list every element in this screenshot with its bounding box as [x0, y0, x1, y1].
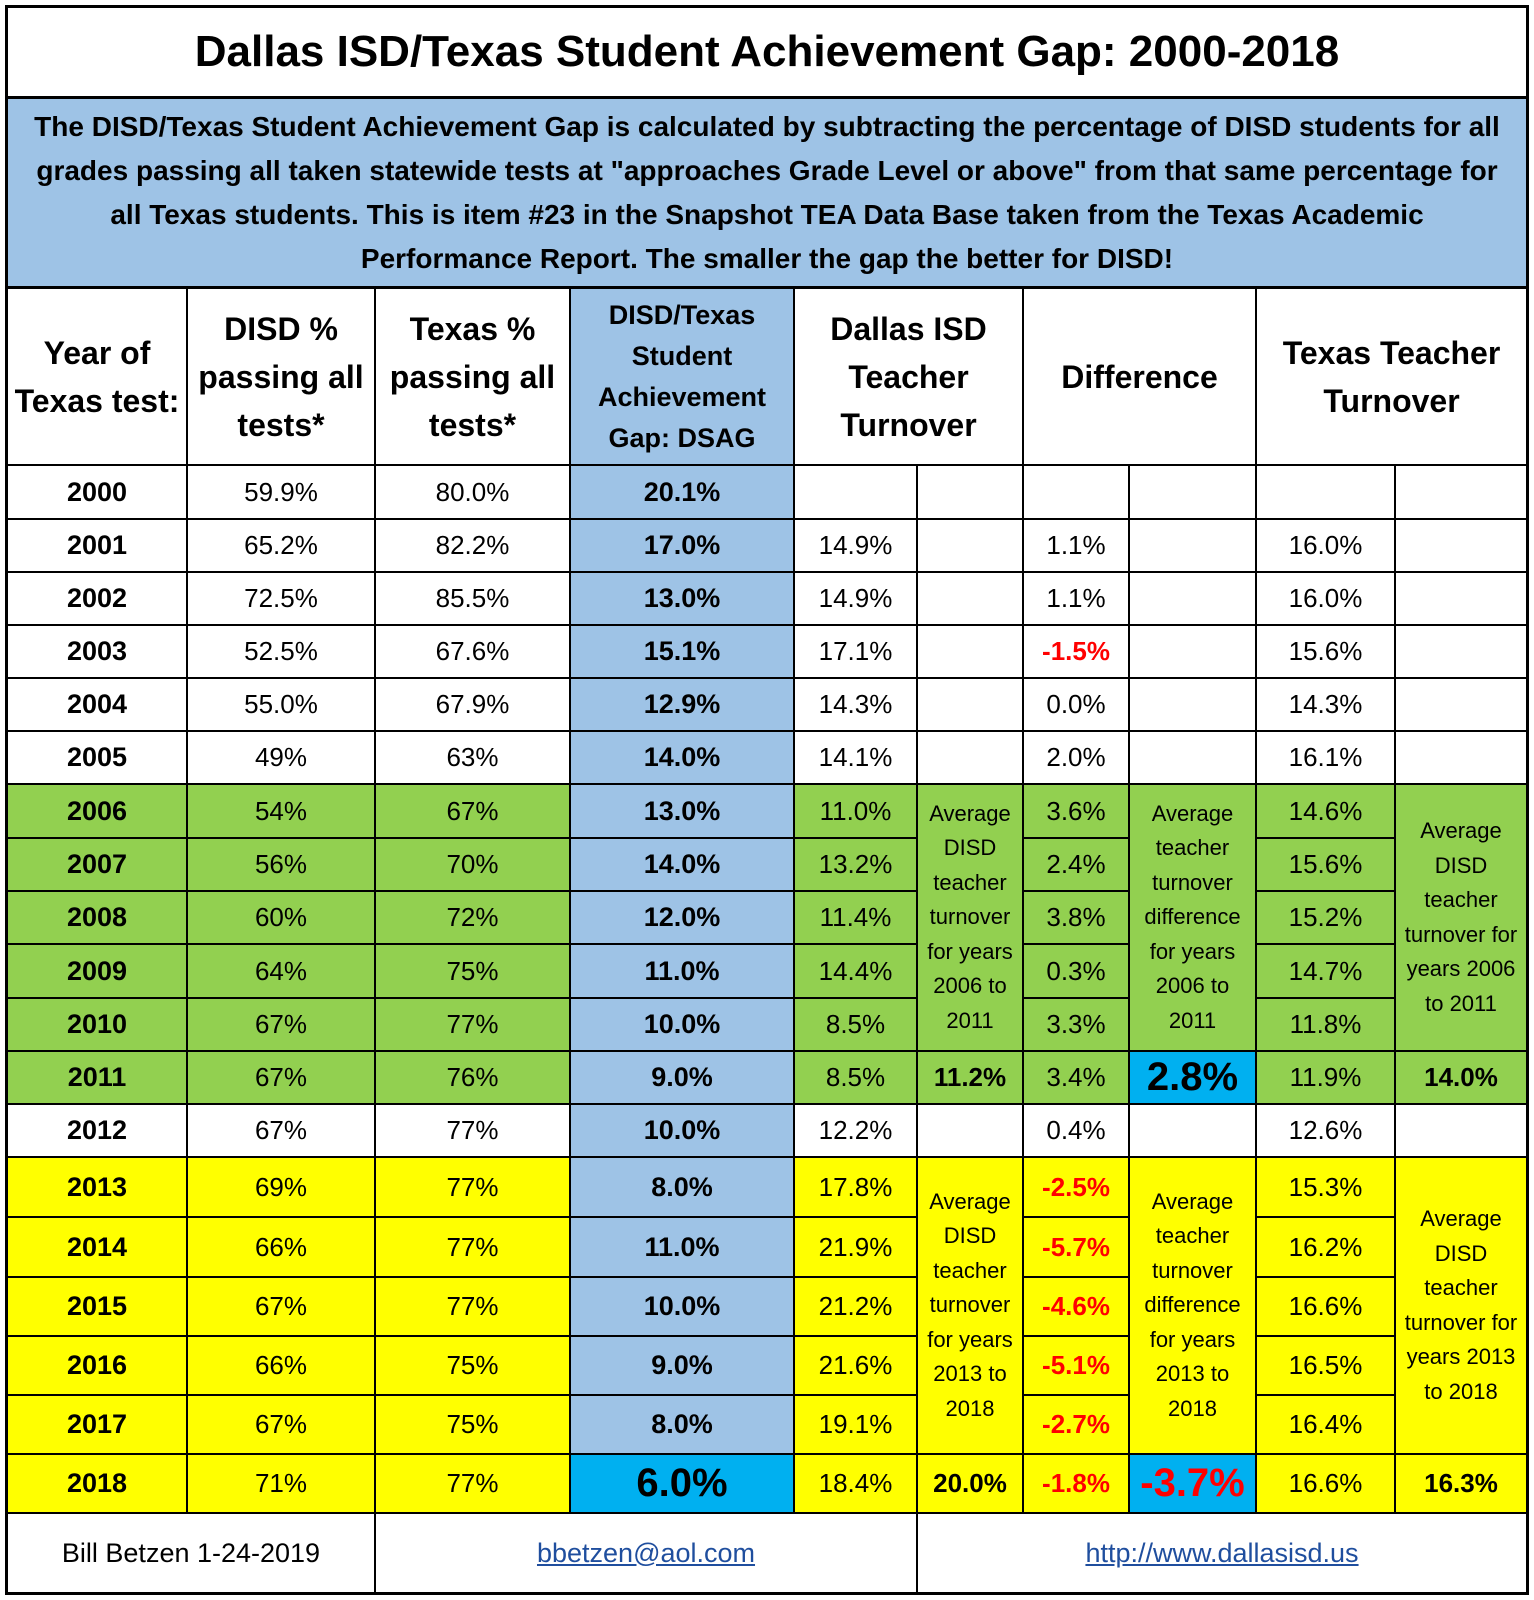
- row-texas-turnover: 16.0%: [1257, 573, 1396, 626]
- avg-label-texas: Average DISD teacher turnover for years 2006 to 2011: [1396, 785, 1526, 1052]
- footer-email-link[interactable]: bbetzen@aol.com: [376, 1514, 918, 1592]
- header-texas-turnover: Texas Teacher Turnover: [1257, 289, 1526, 466]
- row-difference: [1024, 466, 1130, 520]
- row-disd-turnover: 12.2%: [795, 1105, 918, 1158]
- avg-value-disd: 20.0%: [918, 1455, 1024, 1514]
- row-difference: 0.4%: [1024, 1105, 1130, 1158]
- row-year: 2000: [8, 466, 188, 520]
- row-disd-turnover: 19.1%: [795, 1396, 918, 1455]
- row-texas-pass: 63%: [376, 732, 571, 785]
- row-disd-turnover: 14.9%: [795, 573, 918, 626]
- header-disd-pass: DISD % passing all tests*: [188, 289, 376, 466]
- row-difference: -4.6%: [1024, 1278, 1130, 1337]
- row-texas-turnover: 16.6%: [1257, 1455, 1396, 1514]
- row-disd-turnover: 11.0%: [795, 785, 918, 839]
- row-texas-pass: 77%: [376, 1158, 571, 1218]
- row-disd-turnover: 14.3%: [795, 679, 918, 732]
- description-banner: The DISD/Texas Student Achievement Gap is calculated by subtracting the percentage of DISD students for all grades passing all taken statewide tests at "approaches Grade Level or above" from that same percentage for all Texas students. This is item #23 in the Snapshot TEA Data Base taken from the Texas Academic Performance Report. The smaller the gap the better for DISD!: [8, 99, 1526, 289]
- row-gap: 12.0%: [571, 892, 795, 945]
- row-gap: 14.0%: [571, 732, 795, 785]
- row-texas-turnover: 11.9%: [1257, 1052, 1396, 1105]
- row-disd-pass: 66%: [188, 1337, 376, 1396]
- avg-label-diff: Average teacher turnover difference for years 2013 to 2018: [1130, 1158, 1257, 1455]
- row-disd-pass: 72.5%: [188, 573, 376, 626]
- row-texas-pass: 70%: [376, 839, 571, 892]
- avg-blank-disd: [918, 520, 1024, 573]
- row-texas-turnover: 16.1%: [1257, 732, 1396, 785]
- row-gap: 9.0%: [571, 1052, 795, 1105]
- row-disd-turnover: 14.1%: [795, 732, 918, 785]
- avg-blank-texas: [1396, 1105, 1526, 1158]
- row-difference: 2.0%: [1024, 732, 1130, 785]
- avg-blank-diff: [1130, 626, 1257, 679]
- avg-blank-texas: [1396, 573, 1526, 626]
- avg-blank-diff: [1130, 1105, 1257, 1158]
- avg-blank-texas: [1396, 732, 1526, 785]
- row-disd-turnover: 17.1%: [795, 626, 918, 679]
- avg-blank-disd: [918, 1105, 1024, 1158]
- footer-author: Bill Betzen 1-24-2019: [8, 1514, 376, 1592]
- avg-blank-diff: [1130, 732, 1257, 785]
- header-gap: DISD/Texas Student Achievement Gap: DSAG: [571, 289, 795, 466]
- row-difference: -2.5%: [1024, 1158, 1130, 1218]
- row-gap: 13.0%: [571, 785, 795, 839]
- avg-label-disd: Average DISD teacher turnover for years 2013 to 2018: [918, 1158, 1024, 1455]
- row-disd-turnover: 21.6%: [795, 1337, 918, 1396]
- row-difference: -1.8%: [1024, 1455, 1130, 1514]
- footer-url-link[interactable]: http://www.dallasisd.us: [918, 1514, 1526, 1592]
- row-year: 2011: [8, 1052, 188, 1105]
- avg-value-texas: 14.0%: [1396, 1052, 1526, 1105]
- row-disd-turnover: 21.9%: [795, 1218, 918, 1278]
- row-texas-turnover: 12.6%: [1257, 1105, 1396, 1158]
- row-disd-turnover: [795, 466, 918, 520]
- row-disd-turnover: 14.9%: [795, 520, 918, 573]
- row-disd-pass: 69%: [188, 1158, 376, 1218]
- row-texas-pass: 85.5%: [376, 573, 571, 626]
- row-disd-pass: 49%: [188, 732, 376, 785]
- row-difference: -2.7%: [1024, 1396, 1130, 1455]
- row-difference: 3.4%: [1024, 1052, 1130, 1105]
- row-year: 2012: [8, 1105, 188, 1158]
- row-difference: 2.4%: [1024, 839, 1130, 892]
- row-difference: -1.5%: [1024, 626, 1130, 679]
- row-texas-pass: 77%: [376, 1455, 571, 1514]
- avg-blank-texas: [1396, 626, 1526, 679]
- avg-value-texas: 16.3%: [1396, 1455, 1526, 1514]
- row-disd-pass: 60%: [188, 892, 376, 945]
- row-difference: -5.1%: [1024, 1337, 1130, 1396]
- row-texas-pass: 77%: [376, 999, 571, 1052]
- row-gap: 12.9%: [571, 679, 795, 732]
- avg-blank-disd: [918, 573, 1024, 626]
- avg-blank-disd: [918, 626, 1024, 679]
- row-difference: 0.0%: [1024, 679, 1130, 732]
- row-texas-turnover: 16.4%: [1257, 1396, 1396, 1455]
- row-disd-pass: 59.9%: [188, 466, 376, 520]
- row-difference: 1.1%: [1024, 520, 1130, 573]
- row-year: 2004: [8, 679, 188, 732]
- row-disd-pass: 67%: [188, 1052, 376, 1105]
- row-year: 2018: [8, 1455, 188, 1514]
- row-disd-turnover: 17.8%: [795, 1158, 918, 1218]
- row-texas-pass: 67.6%: [376, 626, 571, 679]
- row-texas-pass: 75%: [376, 1337, 571, 1396]
- row-disd-pass: 56%: [188, 839, 376, 892]
- avg-value-diff: 2.8%: [1130, 1052, 1257, 1105]
- row-texas-pass: 67%: [376, 785, 571, 839]
- avg-value-disd: 11.2%: [918, 1052, 1024, 1105]
- row-disd-turnover: 8.5%: [795, 999, 918, 1052]
- header-disd-turnover: Dallas ISD Teacher Turnover: [795, 289, 1024, 466]
- row-gap: 10.0%: [571, 999, 795, 1052]
- row-disd-turnover: 14.4%: [795, 945, 918, 999]
- row-difference: 3.6%: [1024, 785, 1130, 839]
- row-texas-pass: 77%: [376, 1218, 571, 1278]
- avg-blank-texas: [1396, 466, 1526, 520]
- row-texas-pass: 72%: [376, 892, 571, 945]
- row-difference: -5.7%: [1024, 1218, 1130, 1278]
- row-gap: 20.1%: [571, 466, 795, 520]
- row-disd-pass: 67%: [188, 1278, 376, 1337]
- row-year: 2017: [8, 1396, 188, 1455]
- row-disd-pass: 52.5%: [188, 626, 376, 679]
- row-disd-pass: 71%: [188, 1455, 376, 1514]
- row-texas-pass: 75%: [376, 945, 571, 999]
- avg-blank-diff: [1130, 520, 1257, 573]
- row-texas-pass: 67.9%: [376, 679, 571, 732]
- page-title: Dallas ISD/Texas Student Achievement Gap: 2000-2018: [8, 8, 1526, 99]
- row-texas-pass: 80.0%: [376, 466, 571, 520]
- row-difference: 3.3%: [1024, 999, 1130, 1052]
- avg-value-diff: -3.7%: [1130, 1455, 1257, 1514]
- row-year: 2001: [8, 520, 188, 573]
- row-texas-turnover: 16.0%: [1257, 520, 1396, 573]
- row-difference: 1.1%: [1024, 573, 1130, 626]
- row-texas-pass: 75%: [376, 1396, 571, 1455]
- row-disd-turnover: 18.4%: [795, 1455, 918, 1514]
- header-year: Year of Texas test:: [8, 289, 188, 466]
- avg-blank-diff: [1130, 466, 1257, 520]
- row-disd-pass: 55.0%: [188, 679, 376, 732]
- row-year: 2014: [8, 1218, 188, 1278]
- row-disd-pass: 67%: [188, 1396, 376, 1455]
- row-texas-turnover: 16.6%: [1257, 1278, 1396, 1337]
- row-texas-turnover: [1257, 466, 1396, 520]
- row-texas-turnover: 14.3%: [1257, 679, 1396, 732]
- row-texas-turnover: 15.6%: [1257, 626, 1396, 679]
- row-year: 2009: [8, 945, 188, 999]
- spreadsheet: [5, 5, 1529, 1595]
- row-gap: 6.0%: [571, 1455, 795, 1514]
- row-year: 2008: [8, 892, 188, 945]
- row-year: 2006: [8, 785, 188, 839]
- row-texas-pass: 77%: [376, 1105, 571, 1158]
- row-year: 2005: [8, 732, 188, 785]
- avg-blank-diff: [1130, 679, 1257, 732]
- row-difference: 3.8%: [1024, 892, 1130, 945]
- avg-label-texas: Average DISD teacher turnover for years 2013 to 2018: [1396, 1158, 1526, 1455]
- row-gap: 14.0%: [571, 839, 795, 892]
- row-texas-turnover: 14.6%: [1257, 785, 1396, 839]
- row-year: 2016: [8, 1337, 188, 1396]
- row-disd-pass: 66%: [188, 1218, 376, 1278]
- avg-label-diff: Average teacher turnover difference for years 2006 to 2011: [1130, 785, 1257, 1052]
- row-disd-pass: 54%: [188, 785, 376, 839]
- row-gap: 10.0%: [571, 1278, 795, 1337]
- row-gap: 8.0%: [571, 1158, 795, 1218]
- row-gap: 17.0%: [571, 520, 795, 573]
- row-gap: 10.0%: [571, 1105, 795, 1158]
- row-gap: 15.1%: [571, 626, 795, 679]
- row-texas-turnover: 15.6%: [1257, 839, 1396, 892]
- row-texas-turnover: 14.7%: [1257, 945, 1396, 999]
- row-texas-turnover: 15.2%: [1257, 892, 1396, 945]
- row-texas-turnover: 11.8%: [1257, 999, 1396, 1052]
- row-year: 2002: [8, 573, 188, 626]
- row-gap: 13.0%: [571, 573, 795, 626]
- avg-blank-texas: [1396, 520, 1526, 573]
- avg-label-disd: Average DISD teacher turnover for years 2006 to 2011: [918, 785, 1024, 1052]
- row-texas-turnover: 16.2%: [1257, 1218, 1396, 1278]
- row-texas-turnover: 15.3%: [1257, 1158, 1396, 1218]
- row-disd-pass: 67%: [188, 999, 376, 1052]
- row-texas-turnover: 16.5%: [1257, 1337, 1396, 1396]
- row-disd-turnover: 8.5%: [795, 1052, 918, 1105]
- row-disd-pass: 65.2%: [188, 520, 376, 573]
- row-disd-turnover: 13.2%: [795, 839, 918, 892]
- avg-blank-disd: [918, 679, 1024, 732]
- header-difference: Difference: [1024, 289, 1257, 466]
- row-year: 2003: [8, 626, 188, 679]
- row-texas-pass: 77%: [376, 1278, 571, 1337]
- row-texas-pass: 76%: [376, 1052, 571, 1105]
- row-gap: 9.0%: [571, 1337, 795, 1396]
- row-gap: 11.0%: [571, 945, 795, 999]
- row-disd-turnover: 11.4%: [795, 892, 918, 945]
- avg-blank-disd: [918, 466, 1024, 520]
- row-disd-turnover: 21.2%: [795, 1278, 918, 1337]
- row-disd-pass: 64%: [188, 945, 376, 999]
- row-year: 2013: [8, 1158, 188, 1218]
- avg-blank-texas: [1396, 679, 1526, 732]
- row-texas-pass: 82.2%: [376, 520, 571, 573]
- avg-blank-diff: [1130, 573, 1257, 626]
- row-gap: 11.0%: [571, 1218, 795, 1278]
- row-year: 2007: [8, 839, 188, 892]
- header-texas-pass: Texas % passing all tests*: [376, 289, 571, 466]
- row-gap: 8.0%: [571, 1396, 795, 1455]
- row-difference: 0.3%: [1024, 945, 1130, 999]
- avg-blank-disd: [918, 732, 1024, 785]
- row-year: 2015: [8, 1278, 188, 1337]
- row-disd-pass: 67%: [188, 1105, 376, 1158]
- row-year: 2010: [8, 999, 188, 1052]
